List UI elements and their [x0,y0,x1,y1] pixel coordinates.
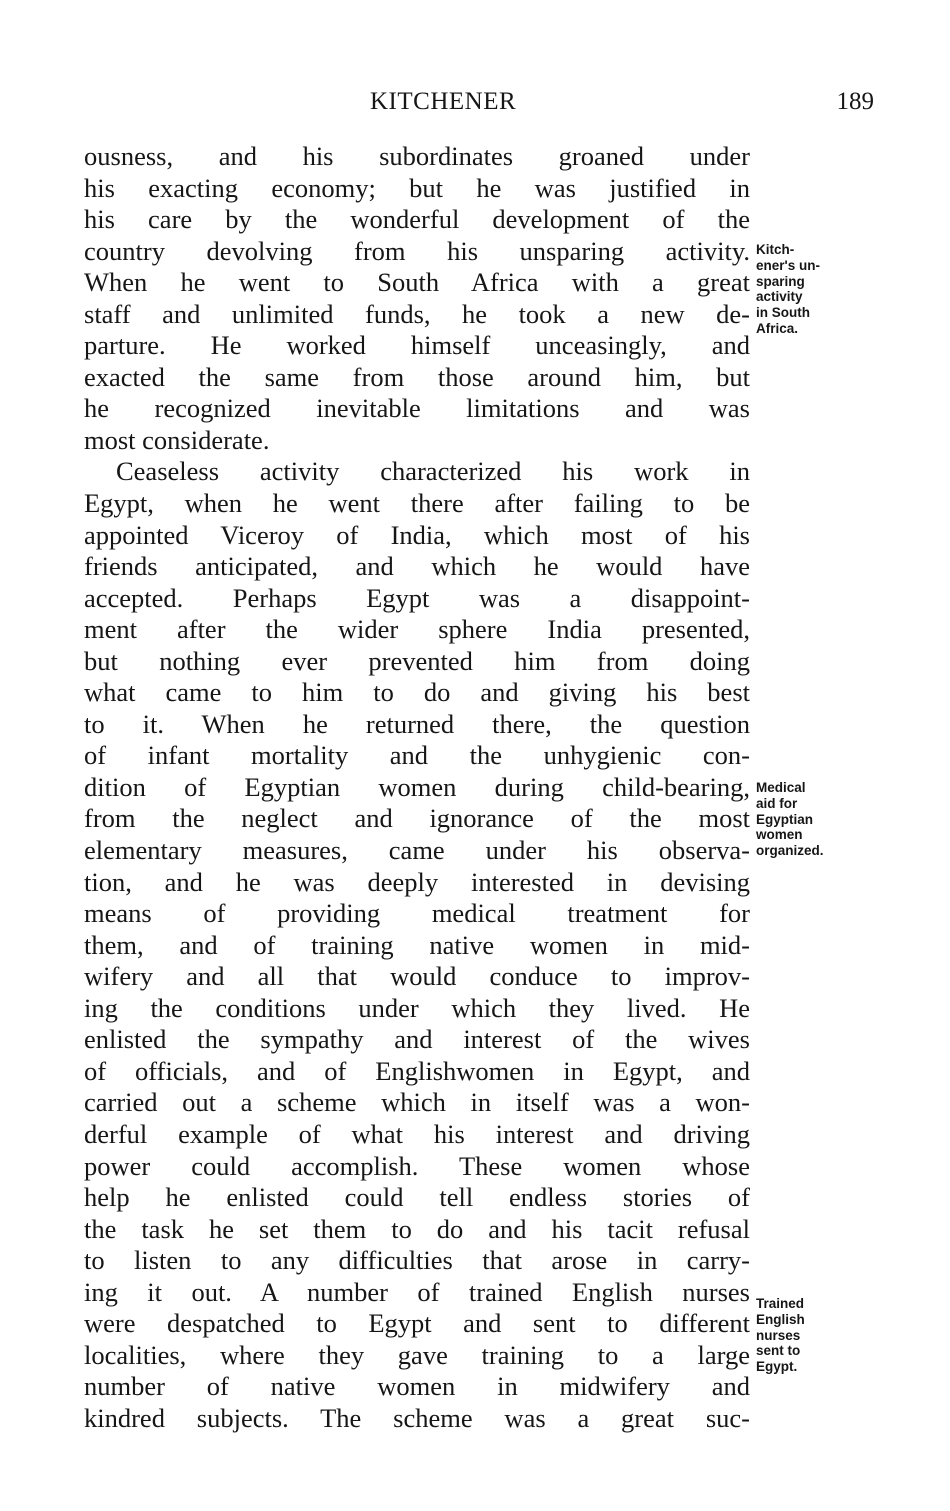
margin-note-line: aid for [756,795,798,811]
text-line: Egypt, when he went there after failing to be [84,488,750,519]
margin-note-line: Trained [756,1296,805,1311]
text-line: number of native women in midwifery and [84,1371,750,1402]
text-line: were despatched to Egypt and sent to different [84,1308,750,1339]
text-line: ing the conditions under which they lived. He [84,992,750,1023]
text-line: staff and unlimited funds, he took a new de- [84,298,750,329]
text-line: wifery and all that would conduce to improv- [84,961,750,992]
text-line: to it. When he returned there, the question [84,708,750,739]
margin-note-line: women [756,827,803,843]
text-line: ing it out. A number of trained English nurses [84,1276,750,1307]
text-line: appointed Viceroy of India, which most of his [84,519,750,550]
paragraph-start-line: Ceaseless activity characterized his work in [116,456,750,487]
text-line: ousness, and his subordinates groaned under [84,141,750,171]
text-line: but nothing ever prevented him from doing [84,645,750,676]
text-line: ment after the wider sphere India presented, [84,614,750,645]
text-line: localities, where they gave training to a large [84,1339,750,1370]
text-line: means of providing medical treatment for [84,898,750,929]
running-title: KITCHENER [370,88,517,115]
margin-note-line: English [756,1311,805,1327]
text-line: dition of Egyptian women during child-bearing, [84,771,750,802]
text-line: them, and of training native women in mid- [84,929,750,960]
margin-note-trained-nurses [756,1296,871,1375]
text-line: he recognized inevitable limitations and was [84,393,750,424]
text-line: When he went to South Africa with a great [84,267,750,298]
margin-note-kitchener-activity [756,242,871,337]
text-line: elementary measures, came under his observa- [84,835,750,866]
text-line: to listen to any difficulties that arose in carry- [84,1245,750,1276]
margin-note-line: ener's un- [756,257,820,273]
text-line: tion, and he was deeply interested in devising [84,866,750,897]
text-line: his exacting economy; but he was justified in [84,172,750,203]
margin-note-line: Medical [756,780,806,795]
page-header [84,84,874,120]
margin-note-line: organized. [756,843,824,859]
text-line: enlisted the sympathy and interest of the wives [84,1024,750,1055]
text-line: friends anticipated, and which he would have [84,551,750,582]
paragraph-end-line: most considerate. [84,424,270,455]
text-line: carried out a scheme which in itself was a won- [84,1087,750,1118]
text-line: from the neglect and ignorance of the most [84,803,750,834]
text-line: parture. He worked himself unceasingly, and [84,330,750,361]
margin-note-line: sent to [756,1343,801,1359]
margin-note-line: Kitch- [756,242,795,257]
text-line: what came to him to do and giving his best [84,677,750,708]
text-line: accepted. Perhaps Egypt was a disappoint- [84,582,750,613]
margin-note-line: Africa. [756,320,799,336]
text-line: of infant mortality and the unhygienic con- [84,740,750,771]
text-line: his care by the wonderful development of the [84,204,750,235]
text-line: country devolving from his unsparing activity. [84,235,750,266]
margin-note-line: sparing [756,273,805,289]
text-line: of officials, and of Englishwomen in Egypt, and [84,1055,750,1086]
margin-note-line: Egypt. [756,1359,798,1375]
margin-note-medical-aid [756,780,871,859]
text-line: help he enlisted could tell endless stories of [84,1182,750,1213]
text-line: exacted the same from those around him, but [84,361,750,392]
margin-note-line: Egyptian [756,811,814,827]
text-line: kindred subjects. The scheme was a great suc- [84,1402,750,1433]
page-number: 189 [836,88,874,115]
text-line: power could accomplish. These women whose [84,1150,750,1181]
margin-note-line: activity [756,289,803,305]
margin-note-line: nurses [756,1327,801,1343]
body-text [84,141,750,1434]
text-line: the task he set them to do and his tacit refusal [84,1213,750,1244]
margin-note-line: in South [756,305,810,321]
text-line: derful example of what his interest and driving [84,1118,750,1149]
